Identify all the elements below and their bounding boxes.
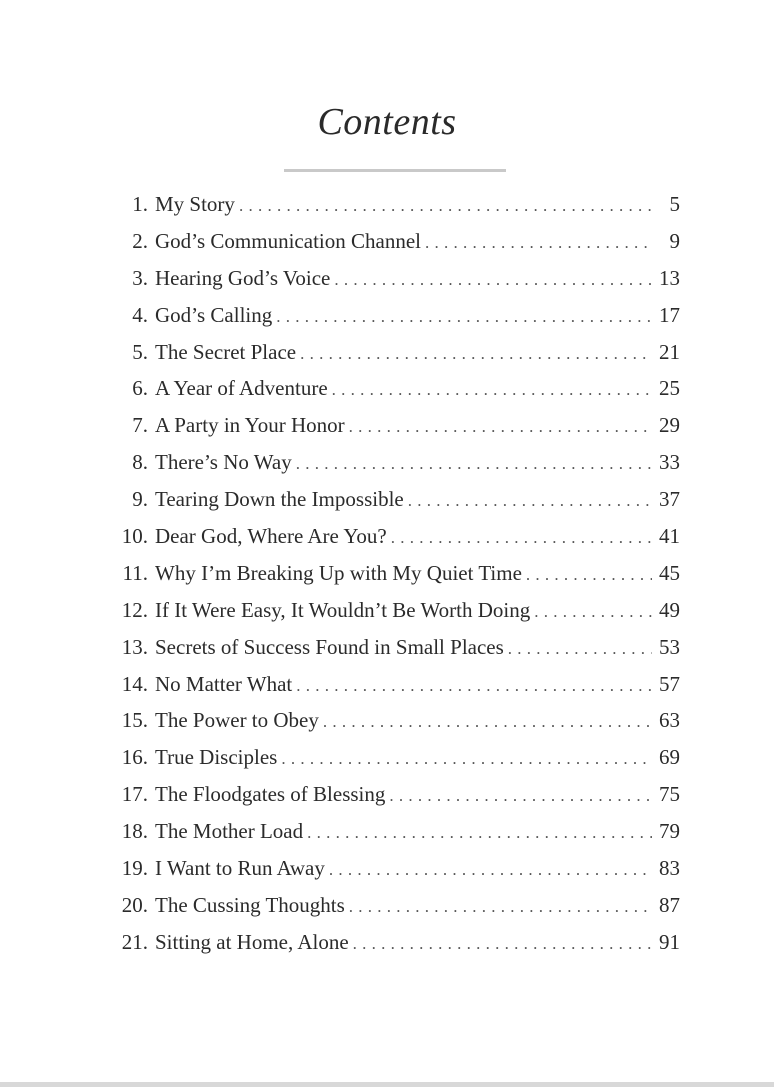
toc-entry-page-number: 21 [659, 339, 680, 364]
toc-entry-number: 2. [132, 228, 148, 253]
toc-dot-leader [349, 897, 652, 917]
toc-dot-leader [323, 712, 652, 732]
toc-entry[interactable] [108, 893, 680, 930]
toc-entry-page-number: 29 [659, 413, 680, 438]
toc-entry-number: 5. [132, 339, 148, 364]
toc-entry-number: 17. [121, 782, 148, 807]
toc-entry[interactable] [108, 856, 680, 893]
toc-dot-leader [276, 307, 652, 327]
toc-entry-page-number: 79 [659, 819, 680, 844]
toc-entry-page-number: 13 [659, 265, 680, 290]
toc-entry-page-number: 91 [659, 929, 680, 954]
toc-entry-number: 7. [132, 413, 148, 438]
toc-entry-page-number: 17 [659, 302, 680, 327]
toc-entry[interactable] [108, 450, 680, 487]
toc-dot-leader [353, 934, 652, 954]
toc-dot-leader [391, 528, 652, 548]
toc-entry-title: The Cussing Thoughts [155, 892, 345, 917]
toc-entry[interactable] [108, 819, 680, 856]
toc-dot-leader [389, 786, 652, 806]
toc-entry-title: God’s Calling [155, 302, 273, 327]
toc-dot-leader [300, 344, 652, 364]
toc-entry-title: Sitting at Home, Alone [155, 929, 349, 954]
toc-entry-page-number: 53 [659, 634, 680, 659]
toc-entry-number: 10. [121, 524, 148, 549]
toc-entry-page-number: 69 [659, 745, 680, 770]
toc-dot-leader [534, 602, 652, 622]
toc-dot-leader [334, 270, 652, 290]
toc-entry-title: Dear God, Where Are You? [155, 524, 387, 549]
toc-entry-title: The Power to Obey [155, 708, 319, 733]
toc-entry[interactable] [108, 782, 680, 819]
toc-entry[interactable] [108, 708, 680, 745]
table-of-contents [108, 192, 680, 967]
toc-entry-title: Hearing God’s Voice [155, 265, 331, 290]
toc-entry-title: The Floodgates of Blessing [155, 782, 386, 807]
toc-entry[interactable] [108, 745, 680, 782]
toc-dot-leader [296, 676, 652, 696]
toc-entry[interactable] [108, 930, 680, 967]
toc-entry-title: I Want to Run Away [155, 856, 325, 881]
toc-entry-page-number: 83 [659, 856, 680, 881]
toc-entry[interactable] [108, 524, 680, 561]
toc-dot-leader [425, 233, 652, 253]
toc-entry-page-number: 49 [659, 597, 680, 622]
toc-entry-title: The Secret Place [155, 339, 297, 364]
toc-dot-leader [508, 639, 652, 659]
toc-entry-number: 4. [132, 302, 148, 327]
toc-entry-title: Tearing Down the Impossible [155, 487, 404, 512]
toc-entry-page-number: 37 [659, 487, 680, 512]
toc-entry[interactable] [108, 561, 680, 598]
toc-entry-page-number: 25 [659, 376, 680, 401]
toc-entry[interactable] [108, 229, 680, 266]
toc-entry-title: A Year of Adventure [155, 376, 328, 401]
toc-entry-number: 1. [132, 192, 148, 216]
toc-dot-leader [239, 196, 652, 216]
toc-entry-title: My Story [155, 192, 235, 216]
toc-entry-number: 13. [121, 634, 148, 659]
toc-entry-title: God’s Communication Channel [155, 228, 421, 253]
toc-entry-title: No Matter What [155, 671, 293, 696]
toc-entry-page-number: 5 [669, 192, 680, 216]
toc-entry-number: 12. [121, 597, 148, 622]
toc-entry-number: 16. [121, 745, 148, 770]
toc-entry-number: 15. [121, 708, 148, 733]
toc-entry-number: 14. [121, 671, 148, 696]
toc-dot-leader [349, 417, 652, 437]
toc-entry[interactable] [108, 598, 680, 635]
toc-entry-page-number: 63 [659, 708, 680, 733]
title-divider [284, 169, 506, 172]
toc-entry-number: 18. [121, 819, 148, 844]
toc-entry-number: 11. [122, 560, 148, 585]
toc-entry-title: Why I’m Breaking Up with My Quiet Time [155, 560, 522, 585]
toc-entry[interactable] [108, 192, 680, 229]
toc-entry-title: Secrets of Success Found in Small Places [155, 634, 504, 659]
toc-entry-number: 8. [132, 450, 148, 475]
page-title: Contents [317, 101, 457, 143]
toc-entry-number: 19. [121, 856, 148, 881]
toc-entry[interactable] [108, 487, 680, 524]
toc-dot-leader [526, 565, 652, 585]
toc-entry[interactable] [108, 376, 680, 413]
toc-entry-page-number: 41 [659, 524, 680, 549]
toc-dot-leader [307, 823, 652, 843]
toc-entry-title: There’s No Way [155, 450, 292, 475]
toc-entry-page-number: 45 [659, 560, 680, 585]
toc-dot-leader [408, 491, 652, 511]
toc-entry-page-number: 33 [659, 450, 680, 475]
toc-entry[interactable] [108, 413, 680, 450]
toc-entry[interactable] [108, 340, 680, 377]
toc-dot-leader [296, 454, 652, 474]
toc-entry-title: True Disciples [155, 745, 278, 770]
toc-entry-title: If It Were Easy, It Wouldn’t Be Worth Doing [155, 597, 531, 622]
toc-dot-leader [329, 860, 652, 880]
toc-entry-title: The Mother Load [155, 819, 304, 844]
toc-entry[interactable] [108, 266, 680, 303]
toc-entry-number: 9. [132, 487, 148, 512]
toc-entry-title: A Party in Your Honor [155, 413, 345, 438]
page-bottom-edge [0, 1082, 774, 1087]
toc-dot-leader [281, 749, 652, 769]
toc-entry-page-number: 87 [659, 892, 680, 917]
toc-entry-page-number: 57 [659, 671, 680, 696]
toc-entry-page-number: 9 [669, 228, 680, 253]
toc-dot-leader [332, 380, 652, 400]
toc-entry[interactable] [108, 672, 680, 709]
toc-entry[interactable] [108, 635, 680, 672]
toc-entry-number: 21. [121, 929, 148, 954]
toc-entry-page-number: 75 [659, 782, 680, 807]
toc-entry-number: 20. [121, 892, 148, 917]
toc-entry-number: 6. [132, 376, 148, 401]
toc-entry[interactable] [108, 303, 680, 340]
toc-entry-number: 3. [132, 265, 148, 290]
